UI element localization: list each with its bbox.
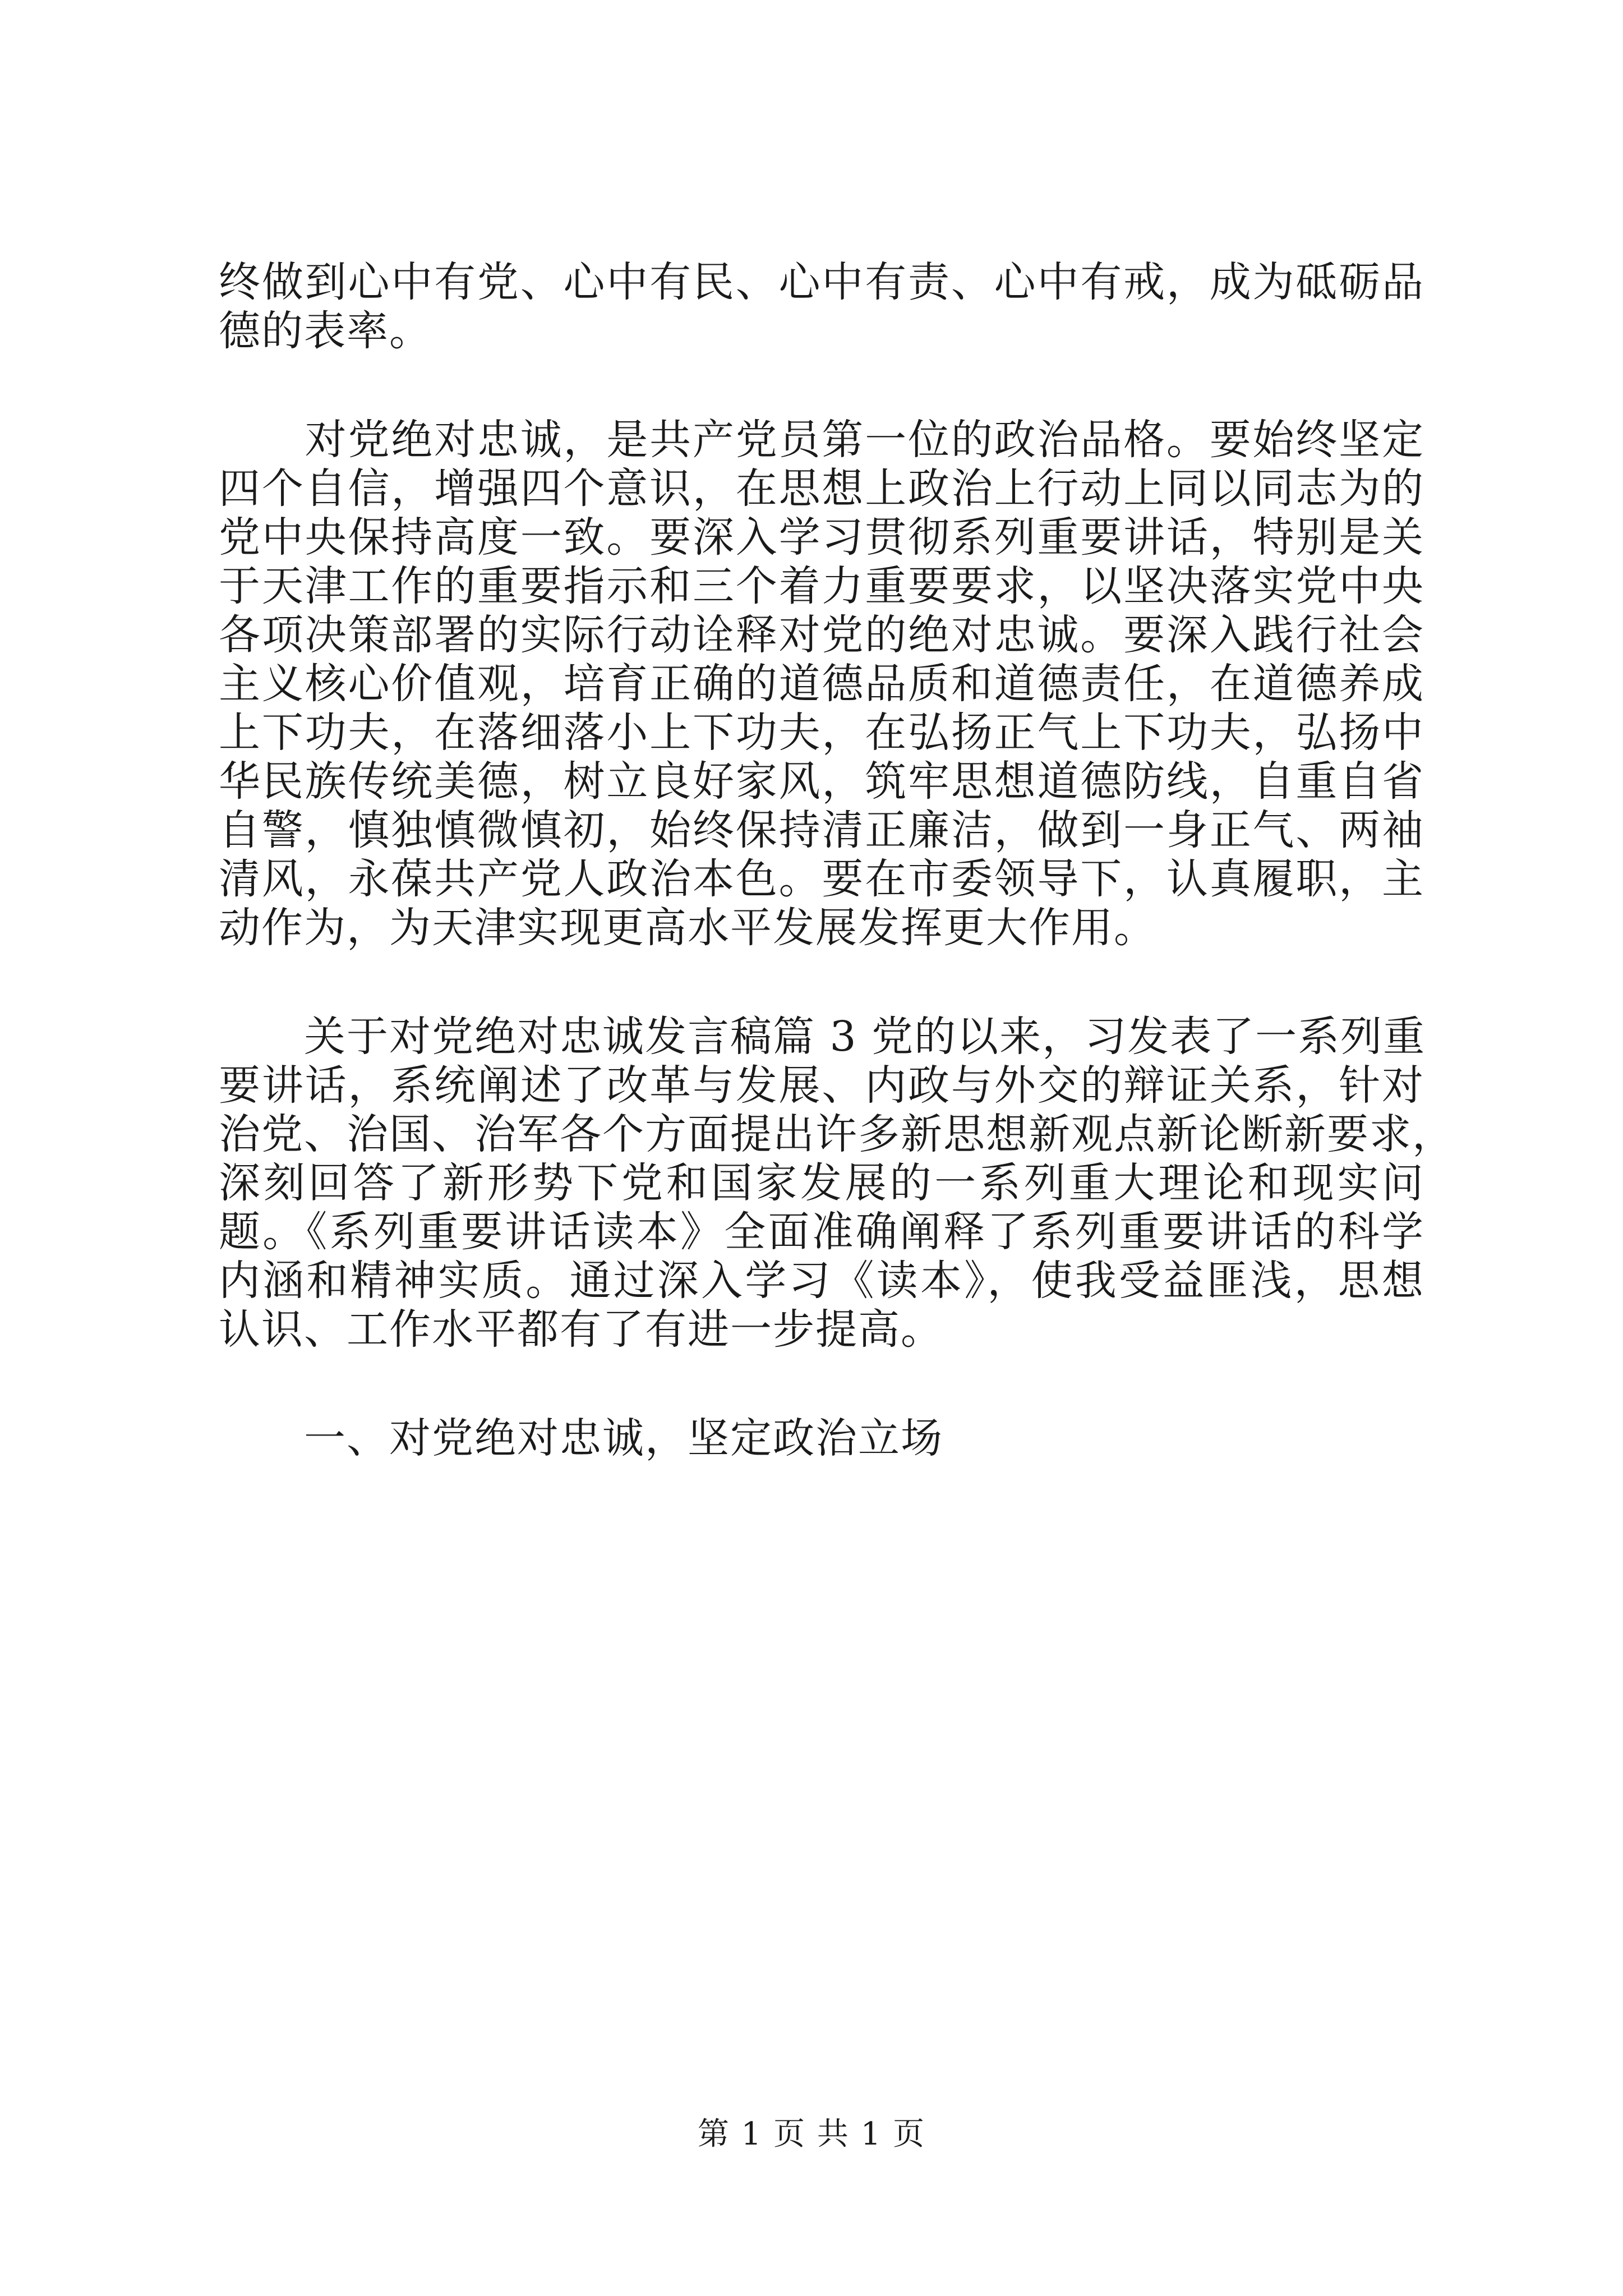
text-line: 要讲话，系统阐述了改革与发展、内政与外交的辩证关系，针对 [219,1061,1424,1110]
paragraph-4-heading [219,1414,1424,1463]
text-line: 清风，永葆共产党人政治本色。要在市委领导下，认真履职，主 [219,855,1424,903]
text-line: 内涵和精神实质。通过深入学习《读本》，使我受益匪浅，思想 [219,1257,1424,1305]
text-line: 题。《系列重要讲话读本》全面准确阐释了系列重要讲话的科学 [219,1208,1424,1256]
text-line: 终做到心中有党、心中有民、心中有责、心中有戒，成为砥砺品 [219,258,1424,306]
text-line: 党中央保持高度一致。要深入学习贯彻系列重要讲话，特别是关 [219,513,1424,562]
text-line: 动作为，为天津实现更高水平发展发挥更大作用。 [219,904,1156,952]
text-line: 德的表率。 [219,307,432,355]
text-line: 自警，慎独慎微慎初，始终保持清正廉洁，做到一身正气、两袖 [219,806,1424,854]
text-line: 深刻回答了新形势下党和国家发展的一系列重大理论和现实问 [219,1159,1424,1207]
text-line: 四个自信，增强四个意识，在思想上政治上行动上同以同志为的 [219,464,1424,513]
document-body [219,258,1455,1463]
text-line: 主义核心价值观，培育正确的道德品质和道德责任，在道德养成 [219,660,1424,708]
text-line: 认识、工作水平都有了有进一步提高。 [219,1305,943,1354]
paragraph-1 [219,258,1424,356]
paragraph-3 [219,1013,1455,1354]
text-line: 关于对党绝对忠诚发言稿篇 3 党的以来，习发表了一系列重 [219,1013,1426,1061]
text-line: 对党绝对忠诚，是共产党员第一位的政治品格。要始终坚定 [219,416,1424,464]
paragraph-2 [219,416,1424,953]
text-line: 于天津工作的重要指示和三个着力重要要求，以坚决落实党中央 [219,562,1424,610]
section-heading: 一、对党绝对忠诚，坚定政治立场 [219,1414,943,1462]
text-line: 治党、治国、治军各个方面提出许多新思想新观点新论断新要求， [219,1110,1455,1158]
text-line: 华民族传统美德，树立良好家风，筑牢思想道德防线，自重自省 [219,757,1424,806]
page-footer: 第 1 页 共 1 页 [697,2116,926,2152]
text-line: 各项决策部署的实际行动诠释对党的绝对忠诚。要深入践行社会 [219,611,1424,659]
text-line: 上下功夫，在落细落小上下功夫，在弘扬正气上下功夫，弘扬中 [219,708,1424,757]
